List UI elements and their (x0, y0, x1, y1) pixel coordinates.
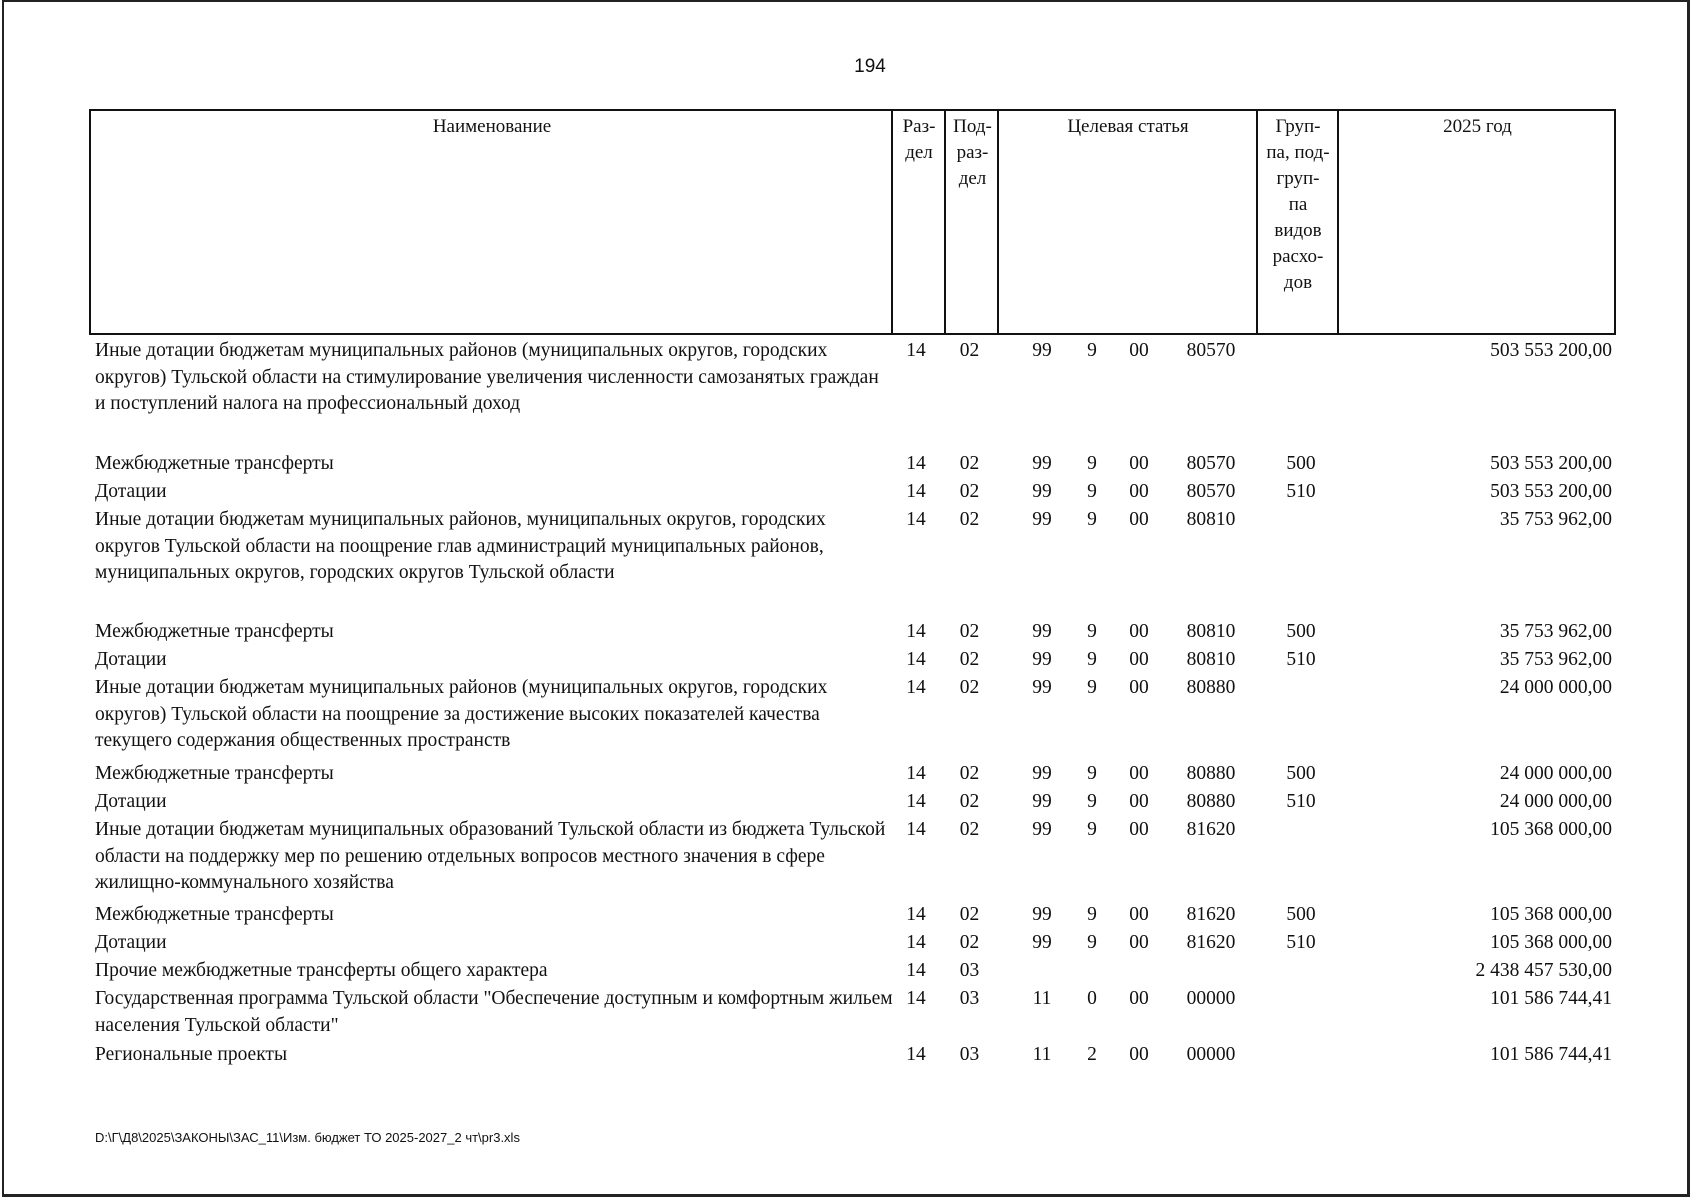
cell-target-direction: 80880 (1186, 677, 1236, 698)
cell-target-event: 00 (1129, 621, 1149, 642)
cell-name: Межбюджетные трансферты (95, 763, 334, 784)
cell-amount: 35 753 962,00 (1499, 509, 1612, 530)
cell-target-program: 99 (1032, 677, 1052, 698)
cell-target-program: 11 (1032, 988, 1052, 1009)
cell-name: Иные дотации бюджетам муниципальных районов (муниципальных округов, городских округов) Тульской области на стимулирование увеличения численности самозанятых граждан и поступлений налога на профессиональный доход (95, 340, 879, 414)
cell-amount: 35 753 962,00 (1499, 621, 1612, 642)
cell-target-event: 00 (1129, 481, 1149, 502)
cell-target-subprogram: 9 (1087, 340, 1097, 361)
cell-target-subprogram: 0 (1087, 988, 1097, 1009)
cell-target-event: 00 (1129, 763, 1149, 784)
cell-razdel: 14 (906, 791, 926, 812)
cell-amount: 35 753 962,00 (1499, 649, 1612, 670)
cell-group: 510 (1286, 481, 1316, 502)
table-header (89, 109, 1616, 335)
cell-amount: 503 553 200,00 (1490, 481, 1612, 502)
cell-target-program: 11 (1032, 1044, 1052, 1065)
cell-target-event: 00 (1129, 988, 1149, 1009)
cell-target-subprogram: 9 (1087, 453, 1097, 474)
cell-target-direction: 81620 (1186, 932, 1236, 953)
cell-target-direction: 80810 (1186, 621, 1236, 642)
cell-target-subprogram: 9 (1087, 904, 1097, 925)
cell-amount: 2 438 457 530,00 (1475, 960, 1612, 981)
cell-target-event: 00 (1129, 340, 1149, 361)
cell-target-event: 00 (1129, 1044, 1149, 1065)
cell-target-subprogram: 9 (1087, 763, 1097, 784)
cell-amount: 101 586 744,41 (1490, 1044, 1612, 1065)
cell-podrazdel: 02 (959, 791, 980, 812)
cell-target-program: 99 (1032, 649, 1052, 670)
header-group: Груп- па, под- груп- па видов расхо- дов (1266, 116, 1330, 293)
cell-amount: 24 000 000,00 (1499, 791, 1612, 812)
cell-target-direction: 80880 (1186, 763, 1236, 784)
cell-razdel: 14 (906, 677, 926, 698)
cell-razdel: 14 (906, 621, 926, 642)
cell-target-subprogram: 9 (1087, 819, 1097, 840)
cell-amount: 105 368 000,00 (1490, 819, 1612, 840)
cell-target-event: 00 (1129, 932, 1149, 953)
cell-razdel: 14 (906, 763, 926, 784)
cell-target-event: 00 (1129, 677, 1149, 698)
header-razdel: Раз- дел (902, 116, 936, 163)
cell-razdel: 14 (906, 509, 926, 530)
cell-razdel: 14 (906, 481, 926, 502)
cell-razdel: 14 (906, 960, 926, 981)
cell-amount: 105 368 000,00 (1490, 932, 1612, 953)
cell-target-subprogram: 9 (1087, 677, 1097, 698)
cell-razdel: 14 (906, 1044, 926, 1065)
cell-name: Дотации (95, 649, 167, 670)
cell-group: 510 (1286, 649, 1316, 670)
cell-target-program: 99 (1032, 819, 1052, 840)
cell-amount: 101 586 744,41 (1490, 988, 1612, 1009)
cell-amount: 24 000 000,00 (1499, 677, 1612, 698)
cell-name: Государственная программа Тульской области "Обеспечение доступным и комфортным жильем населения Тульской области" (95, 988, 893, 1036)
cell-podrazdel: 02 (959, 509, 980, 530)
cell-target-program: 99 (1032, 509, 1052, 530)
header-podrazdel: Под- раз- дел (953, 116, 992, 189)
cell-podrazdel: 02 (959, 649, 980, 670)
header-name: Наименование (432, 116, 552, 137)
cell-podrazdel: 02 (959, 481, 980, 502)
cell-name: Иные дотации бюджетам муниципальных районов (муниципальных округов, городских округов) Тульской области на поощрение за достижение высоких показателей качества текущего содержания общественных пространств (95, 677, 828, 751)
cell-target-direction: 81620 (1186, 904, 1236, 925)
cell-podrazdel: 03 (959, 988, 980, 1009)
cell-target-subprogram: 9 (1087, 791, 1097, 812)
cell-name: Иные дотации бюджетам муниципальных образований Тульской области из бюджета Тульской области на поддержку мер по решению отдельных вопросов местного значения в сфере жилищно-коммунального хозяйства (95, 819, 886, 893)
cell-target-program: 99 (1032, 481, 1052, 502)
cell-target-direction: 80880 (1186, 791, 1236, 812)
cell-amount: 503 553 200,00 (1490, 340, 1612, 361)
cell-target-subprogram: 9 (1087, 932, 1097, 953)
cell-target-event: 00 (1129, 453, 1149, 474)
cell-target-event: 00 (1129, 819, 1149, 840)
cell-name: Дотации (95, 932, 167, 953)
cell-razdel: 14 (906, 453, 926, 474)
cell-razdel: 14 (906, 340, 926, 361)
cell-target-direction: 80810 (1186, 509, 1236, 530)
cell-target-direction: 81620 (1186, 819, 1236, 840)
file-path-footer: D:\Г\Д8\2025\ЗАКОНЫ\ЗАС_11\Изм. бюджет ТО 2025-2027_2 чт\pr3.xls (95, 1130, 520, 1145)
cell-podrazdel: 02 (959, 932, 980, 953)
cell-target-direction: 80570 (1186, 481, 1236, 502)
cell-target-program: 99 (1032, 932, 1052, 953)
cell-name: Прочие межбюджетные трансферты общего характера (95, 960, 548, 981)
cell-podrazdel: 03 (959, 1044, 980, 1065)
cell-target-direction: 00000 (1186, 988, 1236, 1009)
cell-target-event: 00 (1129, 904, 1149, 925)
cell-podrazdel: 02 (959, 677, 980, 698)
cell-target-program: 99 (1032, 340, 1052, 361)
cell-target-program: 99 (1032, 763, 1052, 784)
cell-target-program: 99 (1032, 791, 1052, 812)
cell-target-program: 99 (1032, 453, 1052, 474)
cell-name: Дотации (95, 481, 167, 502)
cell-group: 500 (1286, 621, 1316, 642)
cell-target-subprogram: 9 (1087, 509, 1097, 530)
cell-name: Межбюджетные трансферты (95, 621, 334, 642)
cell-razdel: 14 (906, 819, 926, 840)
cell-name: Дотации (95, 791, 167, 812)
cell-podrazdel: 02 (959, 621, 980, 642)
cell-target-subprogram: 2 (1087, 1044, 1097, 1065)
cell-group: 510 (1286, 932, 1316, 953)
cell-target-subprogram: 9 (1087, 481, 1097, 502)
cell-razdel: 14 (906, 649, 926, 670)
cell-podrazdel: 02 (959, 904, 980, 925)
cell-target-direction: 80570 (1186, 453, 1236, 474)
cell-name: Иные дотации бюджетам муниципальных районов, муниципальных округов, городских округов Тульской области на поощрение глав администраций муниципальных районов, муниципальных округов, городских округов Тульской области (95, 509, 826, 583)
cell-target-subprogram: 9 (1087, 649, 1097, 670)
cell-target-program: 99 (1032, 621, 1052, 642)
cell-target-event: 00 (1129, 509, 1149, 530)
header-target: Целевая статья (1067, 116, 1189, 137)
cell-group: 500 (1286, 904, 1316, 925)
cell-podrazdel: 02 (959, 763, 980, 784)
cell-podrazdel: 02 (959, 819, 980, 840)
cell-target-program: 99 (1032, 904, 1052, 925)
cell-razdel: 14 (906, 932, 926, 953)
cell-target-subprogram: 9 (1087, 621, 1097, 642)
cell-group: 500 (1286, 453, 1316, 474)
cell-target-direction: 80570 (1186, 340, 1236, 361)
cell-name: Межбюджетные трансферты (95, 904, 334, 925)
cell-amount: 24 000 000,00 (1499, 763, 1612, 784)
cell-target-event: 00 (1129, 791, 1149, 812)
cell-target-direction: 80810 (1186, 649, 1236, 670)
cell-amount: 105 368 000,00 (1490, 904, 1612, 925)
page-number: 194 (854, 56, 886, 77)
cell-group: 510 (1286, 791, 1316, 812)
cell-podrazdel: 02 (959, 340, 980, 361)
cell-name: Региональные проекты (95, 1044, 288, 1065)
header-year: 2025 год (1443, 116, 1512, 137)
cell-podrazdel: 02 (959, 453, 980, 474)
cell-name: Межбюджетные трансферты (95, 453, 334, 474)
cell-podrazdel: 03 (959, 960, 980, 981)
cell-amount: 503 553 200,00 (1490, 453, 1612, 474)
cell-target-direction: 00000 (1186, 1044, 1236, 1065)
cell-razdel: 14 (906, 904, 926, 925)
cell-target-event: 00 (1129, 649, 1149, 670)
cell-razdel: 14 (906, 988, 926, 1009)
cell-group: 500 (1286, 763, 1316, 784)
